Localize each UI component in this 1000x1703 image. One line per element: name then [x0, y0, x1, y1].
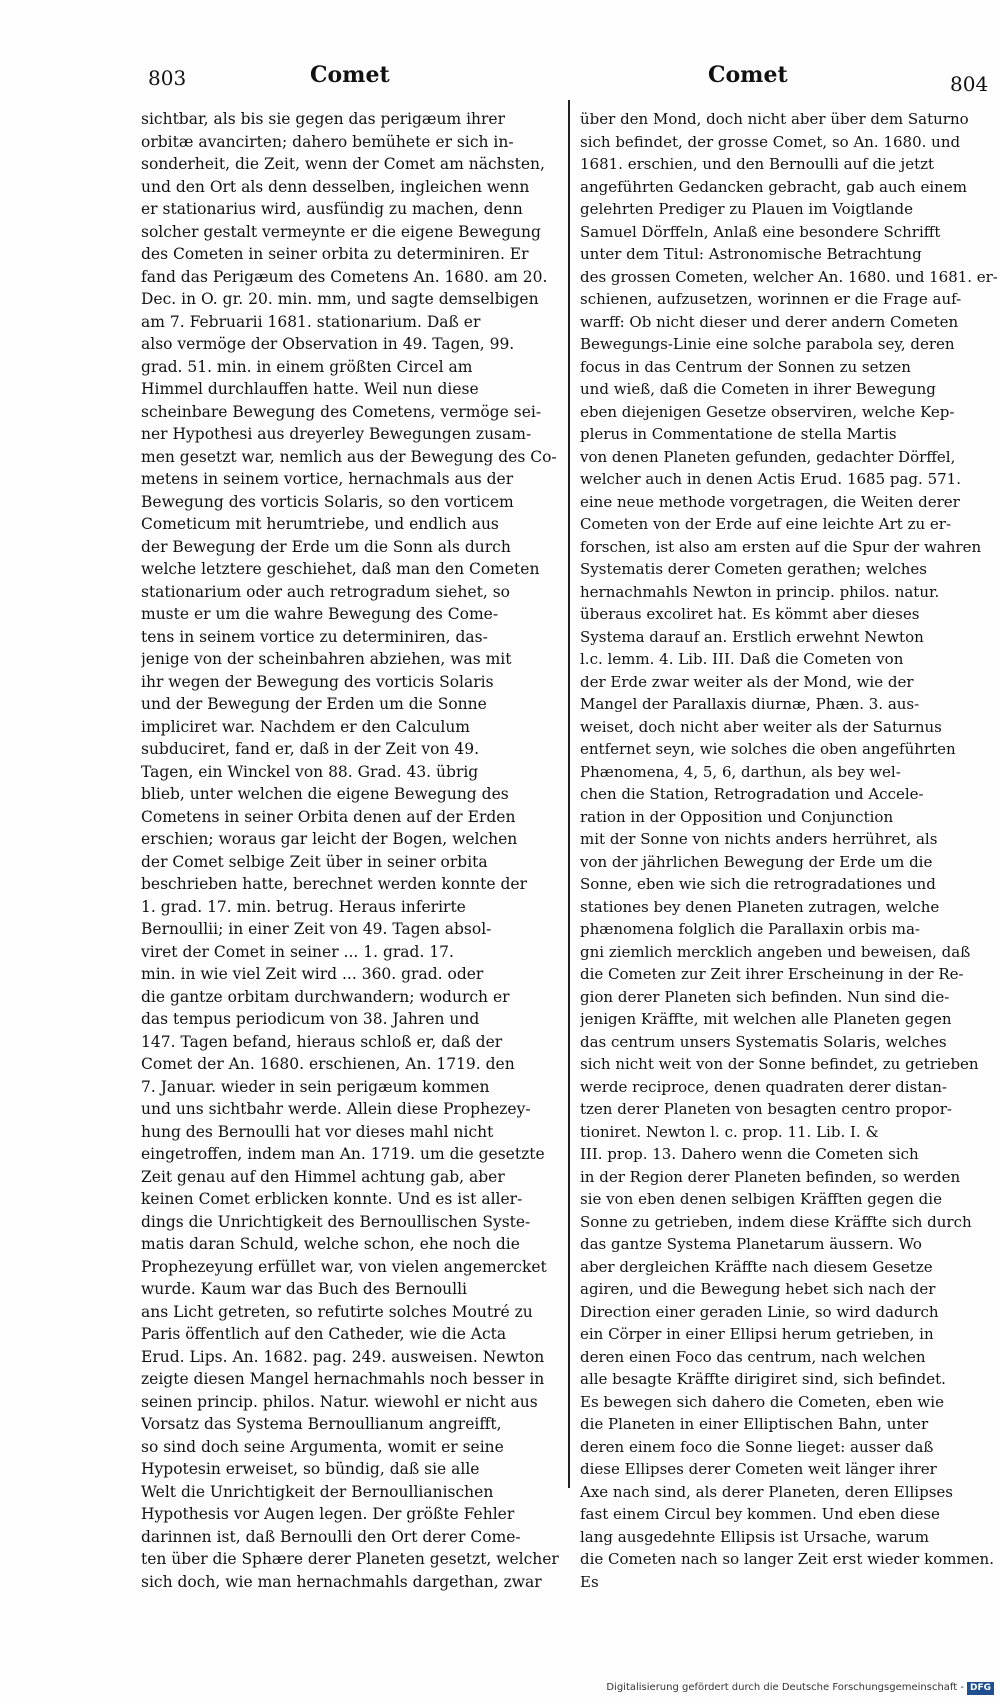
text-line: in der Region derer Planeten befinden, so werden [580, 1167, 961, 1186]
text-line: hernachmahls Newton in princip. philos. natur. [580, 582, 940, 601]
right-page-number: 804 [950, 72, 989, 96]
text-line: Zeit genau auf den Himmel achtung gab, aber [141, 1167, 505, 1186]
text-line: sich befindet, der grosse Comet, so An. 1680. und [580, 132, 961, 151]
text-line: focus in das Centrum der Sonnen zu setzen [580, 357, 911, 376]
text-line: Axe nach sind, als derer Planeten, deren Ellipses [580, 1482, 953, 1501]
text-line: lang ausgedehnte Ellipsis ist Ursache, warum [580, 1527, 929, 1546]
right-column [580, 108, 998, 1593]
text-line: hung des Bernoulli hat vor dieses mahl nicht [141, 1122, 494, 1141]
text-line: dings die Unrichtigkeit des Bernoullischen Syste- [141, 1212, 531, 1231]
text-line: min. in wie viel Zeit wird ... 360. grad. oder [141, 965, 484, 983]
text-line: Welt die Unrichtigkeit der Bernoullianischen [141, 1482, 494, 1501]
text-line: plerus in Commentatione de stella Martis [580, 425, 897, 443]
text-line: chen die Station, Retrogradation und Accele- [580, 785, 924, 803]
text-line: überaus excoliret hat. Es kömmt aber dieses [580, 605, 920, 623]
text-line: stationarium oder auch retrogradum siehet, so [141, 582, 510, 601]
text-line: sonderheit, die Zeit, wenn der Comet am nächsten, [141, 155, 545, 173]
text-line: solcher gestalt vermeynte er die eigene Bewegung [141, 222, 541, 241]
text-line: sie von eben denen selbigen Kräfften gegen die [580, 1190, 942, 1208]
page-header [0, 62, 1000, 102]
text-line: deren einen Foco das centrum, nach welchen [580, 1347, 926, 1366]
text-line: viret der Comet in seiner ... 1. grad. 17. [141, 942, 454, 961]
text-line: weiset, doch nicht aber weiter als der Saturnus [580, 717, 942, 736]
text-line: ihr wegen der Bewegung des vorticis Solaris [141, 672, 494, 691]
text-line: alle besagte Kräffte dirigiret sind, sich befindet. [580, 1370, 946, 1388]
text-line: tzen derer Planeten von besagten centro propor- [580, 1100, 953, 1118]
text-line: ner Hypothesi aus dreyerley Bewegungen zusam- [141, 425, 532, 443]
text-line: der Bewegung der Erde um die Sonn als durch [141, 537, 511, 556]
right-running-title: Comet [708, 62, 788, 88]
text-line: phænomena folglich die Parallaxin orbis ma- [580, 920, 920, 938]
text-line: eine neue methode vorgetragen, die Weiten derer [580, 492, 960, 511]
text-line: Hypotesin erweiset, so bündig, daß sie alle [141, 1460, 480, 1478]
text-line: von der jährlichen Bewegung der Erde um die [580, 852, 933, 871]
text-line: von denen Planeten gefunden, gedachter Dörffel, [580, 447, 956, 466]
text-line: fast einem Circul bey kommen. Und eben diese [580, 1505, 940, 1523]
column-divider [568, 100, 570, 1488]
text-line: metens in seinem vortice, hernachmals aus der [141, 470, 514, 488]
text-line: wurde. Kaum war das Buch des Bernoulli [141, 1280, 468, 1298]
text-line: unter dem Titul: Astronomische Betrachtung [580, 245, 922, 263]
text-line: Paris öffentlich auf den Catheder, wie die Acta [141, 1325, 507, 1343]
text-line: Bernoullii; in einer Zeit von 49. Tagen absol- [141, 920, 492, 938]
text-line: sichtbar, als bis sie gegen das perigæum ihrer [141, 110, 506, 128]
text-line: und den Ort als denn desselben, ingleichen wenn [141, 177, 530, 196]
text-line: ans Licht getreten, so refutirte solches Moutré zu [141, 1302, 533, 1321]
text-line: agiren, und die Bewegung hebet sich nach der [580, 1280, 936, 1298]
text-line: Cometens in seiner Orbita denen auf der Erden [141, 807, 516, 826]
text-line: das gantze Systema Planetarum äussern. Wo [580, 1235, 922, 1253]
text-line: Cometicum mit herumtriebe, und endlich aus [141, 515, 499, 533]
text-line: so sind doch seine Argumenta, womit er seine [141, 1437, 504, 1456]
text-line: ten über die Sphære derer Planeten gesetzt, welcher [141, 1550, 559, 1568]
text-line: jenige von der scheinbahren abziehen, was mit [141, 650, 512, 668]
text-line: blieb, unter welchen die eigene Bewegung des [141, 785, 509, 803]
text-line: und wieß, daß die Cometen in ihrer Bewegung [580, 380, 936, 398]
text-line: Cometen von der Erde auf eine leichte Art zu er- [580, 515, 952, 533]
left-column [141, 108, 559, 1593]
text-line: scheinbare Bewegung des Cometens, vermöge sei- [141, 402, 542, 421]
text-line: darinnen ist, daß Bernoulli den Ort derer Come- [141, 1527, 521, 1546]
text-line: werde reciproce, denen quadraten derer distan- [580, 1077, 947, 1096]
text-line: erschien; woraus gar leicht der Bogen, welchen [141, 830, 518, 848]
digitization-footer [606, 1682, 994, 1698]
text-line: Prophezeyung erfüllet war, von vielen angemercket [141, 1257, 547, 1276]
text-line: matis daran Schuld, welche schon, ehe noch die [141, 1235, 520, 1253]
left-page-number: 803 [148, 66, 187, 90]
text-line: Sonne zu getrieben, indem diese Kräffte sich durch [580, 1212, 972, 1231]
text-line: also vermöge der Observation in 49. Tagen, 99. [141, 335, 515, 353]
text-line: gelehrten Prediger zu Plauen im Voigtlande [580, 200, 913, 218]
text-line: 1. grad. 17. min. betrug. Heraus inferirte [141, 897, 466, 916]
text-line: impliciret war. Nachdem er den Calculum [141, 717, 470, 736]
text-line: Sonne, eben wie sich die retrogradationes und [580, 875, 936, 893]
text-line: Erud. Lips. An. 1682. pag. 249. ausweisen. Newton [141, 1347, 545, 1366]
text-line: Vorsatz das Systema Bernoullianum angreifft, [141, 1415, 502, 1433]
text-line: stationes bey denen Planeten zutragen, welche [580, 897, 940, 916]
text-line: tens in seinem vortice zu determiniren, das- [141, 627, 488, 646]
text-line: Bewegungs-Linie eine solche parabola sey, deren [580, 335, 955, 353]
text-line: der Erde zwar weiter als der Mond, wie der [580, 672, 914, 691]
text-line: warff: Ob nicht dieser und derer andern Cometen [580, 312, 959, 331]
text-line: eingetroffen, indem man An. 1719. um die gesetzte [141, 1145, 545, 1163]
text-line: Systema darauf an. Erstlich erwehnt Newton [580, 627, 924, 646]
text-line: 1681. erschien, und den Bernoulli auf die jetzt [580, 155, 935, 173]
text-line: das centrum unsers Systematis Solaris, welches [580, 1032, 947, 1051]
text-line: die Planeten in einer Elliptischen Bahn, unter [580, 1415, 929, 1433]
text-line: seinen princip. philos. Natur. wiewohl er nicht aus [141, 1392, 538, 1411]
text-line: ein Cörper in einer Ellipsi herum getrieben, in [580, 1325, 934, 1343]
text-line: diese Ellipses derer Cometen weit länger ihrer [580, 1460, 937, 1478]
text-line: jenigen Kräffte, mit welchen alle Planeten gegen [580, 1010, 952, 1028]
text-line: gni ziemlich mercklich angeben und beweisen, daß [580, 942, 971, 961]
text-line: Bewegung des vorticis Solaris, so den vorticem [141, 492, 514, 511]
text-line: sich nicht weit von der Sonne befindet, zu getrieben [580, 1055, 979, 1073]
text-line: Himmel durchlauffen hatte. Weil nun diese [141, 380, 479, 398]
text-line: Es [580, 1572, 599, 1591]
text-line: schienen, aufzusetzen, worinnen er die Frage auf- [580, 290, 962, 308]
text-line: deren einem foco die Sonne lieget: ausser daß [580, 1437, 934, 1456]
text-line: die Cometen zur Zeit ihrer Erscheinung in der Re- [580, 965, 964, 983]
text-line: subduciret, fand er, daß in der Zeit von 49. [141, 740, 480, 758]
text-line: das tempus periodicum von 38. Jahren und [141, 1010, 480, 1028]
text-line: und der Bewegung der Erden um die Sonne [141, 695, 487, 713]
text-line: über den Mond, doch nicht aber über dem Saturno [580, 110, 969, 128]
text-line: sich doch, wie man hernachmahls dargethan, zwar [141, 1572, 542, 1591]
text-line: und uns sichtbahr werde. Allein diese Prophezey- [141, 1100, 531, 1118]
text-line: men gesetzt war, nemlich aus der Bewegung des Co- [141, 447, 557, 466]
text-line: Systematis derer Cometen gerathen; welches [580, 560, 928, 578]
text-line: beschrieben hatte, berechnet werden konnte der [141, 875, 527, 893]
text-line: ration in der Opposition und Conjunction [580, 807, 894, 826]
text-line: gion derer Planeten sich befinden. Nun sind die- [580, 987, 950, 1006]
text-line: die gantze orbitam durchwandern; wodurch er [141, 987, 510, 1006]
text-line: er stationarius wird, ausfündig zu machen, denn [141, 200, 523, 218]
text-line: entfernet seyn, wie solches die oben angeführten [580, 740, 956, 758]
text-line: Direction einer geraden Linie, so wird dadurch [580, 1302, 939, 1321]
left-running-title: Comet [310, 62, 390, 88]
text-line: Dec. in O. gr. 20. min. mm, und sagte demselbigen [141, 290, 539, 308]
text-line: keinen Comet erblicken konnte. Und es ist aller- [141, 1190, 523, 1208]
text-line: 147. Tagen befand, hieraus schloß er, daß der [141, 1032, 503, 1051]
text-line: Tagen, ein Winckel von 88. Grad. 43. übrig [141, 762, 479, 781]
text-line: III. prop. 13. Dahero wenn die Cometen sich [580, 1145, 919, 1163]
dfg-logo-badge: DFG [967, 1682, 994, 1695]
footer-credit-text: Digitalisierung gefördert durch die Deutsche Forschungsgemeinschaft - [606, 1682, 964, 1693]
text-line: Comet der An. 1680. erschienen, An. 1719. den [141, 1055, 515, 1073]
text-line: aber dergleichen Kräffte nach diesem Gesetze [580, 1257, 933, 1276]
text-line: Samuel Dörffeln, Anlaß eine besondere Schrifft [580, 222, 941, 241]
text-line: welcher auch in denen Actis Erud. 1685 pag. 571. [580, 470, 961, 488]
text-line: grad. 51. min. in einem größten Circel am [141, 357, 473, 376]
text-line: Phænomena, 4, 5, 6, darthun, als bey wel- [580, 762, 901, 781]
text-line: l.c. lemm. 4. Lib. III. Daß die Cometen von [580, 650, 904, 668]
text-line: muste er um die wahre Bewegung des Come- [141, 605, 499, 623]
text-line: eben diejenigen Gesetze observiren, welche Kep- [580, 402, 955, 421]
text-line: 7. Januar. wieder in sein perigæum kommen [141, 1077, 490, 1096]
text-line: welche letztere geschiehet, daß man den Cometen [141, 560, 540, 578]
text-line: tioniret. Newton l. c. prop. 11. Lib. I. & [580, 1122, 879, 1141]
text-line: Hypothesis vor Augen legen. Der größte Fehler [141, 1505, 515, 1523]
text-line: am 7. Februarii 1681. stationarium. Daß er [141, 312, 481, 331]
text-line: mit der Sonne von nichts anders herrühret, als [580, 830, 938, 848]
text-line: orbitæ avancirten; dahero bemühete er sich in- [141, 132, 514, 151]
text-line: fand das Perigæum des Cometens An. 1680. am 20. [141, 267, 548, 286]
text-line: des grossen Cometen, welcher An. 1680. und 1681. er- [580, 267, 998, 286]
text-line: forschen, ist also am ersten auf die Spur der wahren [580, 537, 982, 556]
text-line: der Comet selbige Zeit über in seiner orbita [141, 852, 488, 871]
text-line: Mangel der Parallaxis diurnæ, Phæn. 3. aus- [580, 695, 920, 713]
text-line: angeführten Gedancken gebracht, gab auch einem [580, 177, 967, 196]
text-line: zeigte diesen Mangel hernachmahls noch besser in [141, 1370, 545, 1388]
text-line: Es bewegen sich dahero die Cometen, eben wie [580, 1392, 944, 1411]
text-line: die Cometen nach so langer Zeit erst wieder kommen. [580, 1550, 994, 1568]
text-line: des Cometen in seiner orbita zu determiniren. Er [141, 245, 529, 263]
